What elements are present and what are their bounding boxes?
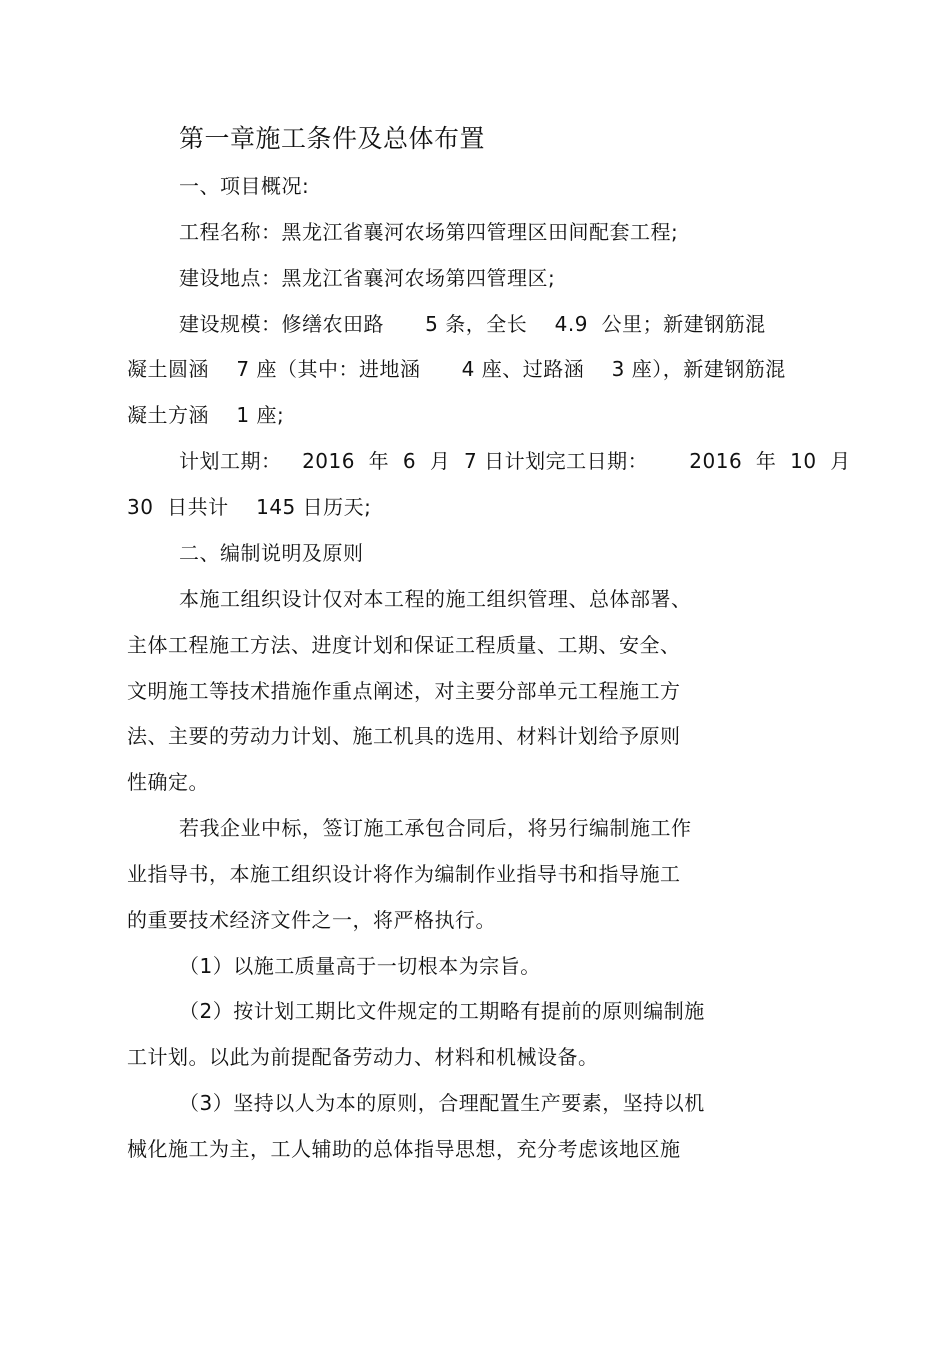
paragraph-line: 的重要技术经济文件之一，将严格执行。: [127, 908, 496, 932]
section-heading-project-overview: 一、项目概况:: [179, 174, 310, 198]
paragraph-line: 本施工组织设计仅对本工程的施工组织管理、总体部署、: [179, 587, 692, 611]
principle-item-2: （2）按计划工期比文件规定的工期略有提前的原则编制施: [179, 999, 705, 1023]
paragraph-line: 文明施工等技术措施作重点阐述，对主要分部单元工程施工方: [127, 679, 681, 703]
paragraph-line: 若我企业中标，签订施工承包合同后，将另行编制施工作: [179, 816, 692, 840]
schedule-line: 计划工期： 2016 年 6 月 7 日计划完工日期： 2016 年 10 月: [179, 449, 851, 473]
project-name-line: 工程名称：黑龙江省襄河农场第四管理区田间配套工程;: [179, 220, 679, 244]
paragraph-line: 主体工程施工方法、进度计划和保证工程质量、工期、安全、: [127, 633, 681, 657]
chapter-title: 第一章施工条件及总体布置: [179, 124, 486, 153]
principle-item-3-continued: 械化施工为主，工人辅助的总体指导思想，充分考虑该地区施: [127, 1137, 681, 1161]
paragraph-line: 性确定。: [127, 770, 209, 794]
construction-scale-line: 建设规模：修缮农田路 5 条，全长 4.9 公里；新建钢筋混: [179, 312, 766, 336]
principle-item-1: （1）以施工质量高于一切根本为宗旨。: [179, 954, 541, 978]
construction-scale-line: 凝土方涵 1 座;: [127, 403, 285, 427]
construction-scale-line: 凝土圆涵 7 座（其中：进地涵 4 座、过路涵 3 座），新建钢筋混: [127, 357, 786, 381]
paragraph-line: 法、主要的劳动力计划、施工机具的选用、材料计划给予原则: [127, 724, 681, 748]
principle-item-2-continued: 工计划。以此为前提配备劳动力、材料和机械设备。: [127, 1045, 599, 1069]
section-heading-compilation-principles: 二、编制说明及原则: [179, 541, 364, 565]
schedule-line: 30 日共计 145 日历天;: [127, 495, 372, 519]
paragraph-line: 业指导书，本施工组织设计将作为编制作业指导书和指导施工: [127, 862, 681, 886]
project-location-line: 建设地点：黑龙江省襄河农场第四管理区;: [179, 266, 556, 290]
principle-item-3: （3）坚持以人为本的原则，合理配置生产要素，坚持以机: [179, 1091, 705, 1115]
